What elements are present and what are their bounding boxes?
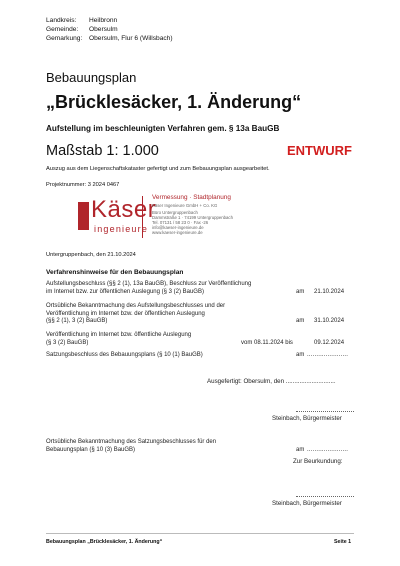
procedure-row bbox=[46, 281, 251, 296]
procedure-date-label: am bbox=[296, 352, 305, 358]
announcement-row bbox=[46, 439, 216, 454]
document-subtitle: Aufstellung im beschleunigten Verfahren gem. § 13a BauGB bbox=[46, 124, 280, 133]
procedure-date: 31.10.2024 bbox=[314, 318, 345, 324]
procedure-date: ...................... bbox=[307, 352, 349, 358]
signature-line bbox=[296, 496, 354, 497]
meta-label: Landkreis: bbox=[46, 17, 77, 24]
signature-line bbox=[296, 411, 354, 412]
company-logo-text: Käser bbox=[91, 196, 157, 223]
company-logo-subtext: ingenieure bbox=[94, 224, 149, 234]
meta-label: Gemeinde: bbox=[46, 26, 79, 33]
procedure-text: (§ 3 (2) BauGB) bbox=[46, 339, 89, 346]
procedure-text: Veröffentlichung im Internet bzw. der öffentlichen Auslegung bbox=[46, 310, 205, 317]
procedure-date-label: am bbox=[296, 288, 305, 295]
document-type: Bebauungsplan bbox=[46, 70, 137, 85]
procedure-row bbox=[46, 303, 225, 326]
meta-label: Gemarkung: bbox=[46, 35, 83, 42]
procedure-heading: Verfahrenshinweise für den Bebauungsplan bbox=[46, 269, 184, 276]
procedure-text: Aufstellungsbeschluss (§§ 2 (1), 13a BauGB), Beschluss zur Veröffentlichung bbox=[46, 281, 252, 287]
cadastre-note: Auszug aus dem Liegenschaftskataster gefertigt und zum Bebauungsplan ausgearbeitet. bbox=[46, 166, 270, 172]
procedure-text: Satzungsbeschluss des Bebauungsplans (§ 10 (1) BauGB) bbox=[46, 352, 203, 358]
issued-line: Ausgefertigt: Obersulm, den ............................. bbox=[207, 378, 336, 385]
procedure-text: (§§ 2 (1), 3 (2) BauGB) bbox=[46, 318, 108, 324]
procedure-date: 09.12.2024 bbox=[314, 339, 345, 346]
procedure-text: Ortsübliche Bekanntmachung des Aufstellungsbeschlusses und der bbox=[46, 303, 226, 309]
procedure-text: Veröffentlichung im Internet bzw. öffentliche Auslegung bbox=[46, 332, 192, 338]
procedure-date-label: vom 08.11.2024 bis bbox=[241, 339, 293, 346]
footer-title: Bebauungsplan „Brücklesäcker, 1. Änderung“ bbox=[46, 539, 163, 545]
place-date: Untergruppenbach, den 21.10.2024 bbox=[46, 252, 136, 258]
company-logo-mark bbox=[78, 202, 89, 230]
procedure-date: 21.10.2024 bbox=[314, 288, 345, 295]
firm-line: www.kaeser-ingenieure.de bbox=[152, 230, 203, 235]
logo-divider bbox=[142, 196, 143, 238]
announcement-text: Ortsübliche Bekanntmachung des Satzungsbeschlusses für den bbox=[46, 439, 217, 445]
page-number: Seite 1 bbox=[334, 539, 352, 545]
meta-gemarkung bbox=[46, 35, 173, 43]
project-number: Projektnummer: 3 2024 0467 bbox=[46, 182, 120, 188]
firm-heading: Vermessung · Stadtplanung bbox=[152, 194, 231, 201]
meta-landkreis bbox=[46, 17, 117, 25]
certification-label: Zur Beurkundung: bbox=[293, 458, 343, 465]
firm-line: Büro Untergruppenbach bbox=[152, 210, 198, 215]
procedure-row bbox=[46, 332, 191, 347]
signer-name: Steinbach, Bürgermeister bbox=[272, 415, 342, 422]
procedure-row bbox=[46, 352, 203, 360]
procedure-date-label: am bbox=[296, 318, 305, 324]
meta-value: Heilbronn bbox=[89, 17, 118, 24]
scale-label: Maßstab 1: 1.000 bbox=[46, 143, 159, 159]
procedure-text: im Internet bzw. zur öffentlichen Auslegung (§ 3 (2) BauGB) bbox=[46, 288, 204, 295]
meta-value: Obersulm bbox=[89, 26, 118, 33]
document-title: „Brücklesäcker, 1. Änderung“ bbox=[46, 92, 302, 112]
firm-line: Tel. 07131 / 58 23 0 · Fax -26 bbox=[152, 220, 209, 225]
announcement-date-label: am bbox=[296, 446, 305, 453]
announcement-text: Bebauungsplan (§ 10 (3) BauGB) bbox=[46, 446, 136, 453]
meta-gemeinde bbox=[46, 26, 118, 34]
firm-line: info@kaeser-ingenieure.de bbox=[152, 225, 204, 230]
meta-value: Obersulm, Flur 6 (Willsbach) bbox=[89, 35, 173, 42]
firm-line: Dammstraße 1 · 74199 Untergruppenbach bbox=[152, 215, 233, 220]
announcement-date: ...................... bbox=[307, 446, 349, 453]
firm-line: Käser Ingenieure GmbH + Co. KG bbox=[152, 203, 218, 208]
footer-divider bbox=[46, 533, 354, 534]
status-badge: ENTWURF bbox=[287, 143, 352, 158]
signer-name: Steinbach, Bürgermeister bbox=[272, 500, 342, 507]
